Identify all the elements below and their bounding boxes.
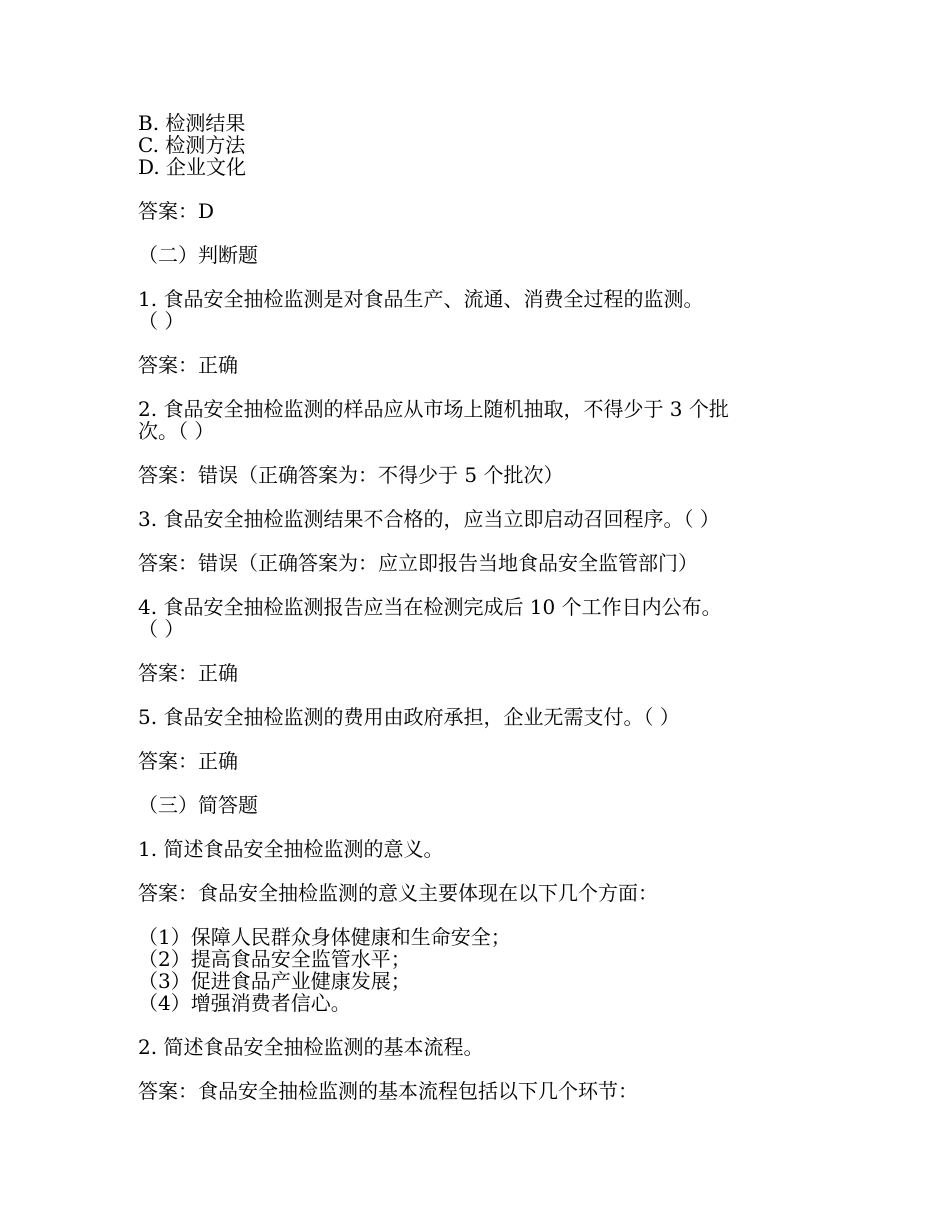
answer-mc: 答案：D <box>138 199 215 223</box>
section-judge-heading: （二）判断题 <box>138 243 258 267</box>
judge-answer-5: 答案：正确 <box>138 749 238 773</box>
judge-question-2-cont: 次。（ ） <box>138 419 215 443</box>
option-d: D. 企业文化 <box>138 155 247 179</box>
judge-question-4: 4. 食品安全抽检监测报告应当在检测完成后 10 个工作日内公布。 <box>138 595 722 619</box>
judge-question-3: 3. 食品安全抽检监测结果不合格的，应当立即启动召回程序。（ ） <box>138 507 720 531</box>
option-c: C. 检测方法 <box>138 133 246 157</box>
short-answer-1-point-2: （2）提高食品安全监管水平； <box>138 947 411 971</box>
short-answer-1-point-4: （4）增强消费者信心。 <box>138 991 351 1015</box>
judge-question-1: 1. 食品安全抽检监测是对食品生产、流通、消费全过程的监测。 <box>138 287 704 311</box>
judge-answer-2: 答案：错误（正确答案为：不得少于 5 个批次） <box>138 463 564 487</box>
short-answer-2: 答案：食品安全抽检监测的基本流程包括以下几个环节： <box>138 1079 638 1103</box>
judge-question-1-bracket: （ ） <box>138 309 185 333</box>
short-answer-1-point-1: （1）保障人民群众身体健康和生命安全； <box>138 925 511 949</box>
judge-answer-1: 答案：正确 <box>138 353 238 377</box>
short-question-2: 2. 简述食品安全抽检监测的基本流程。 <box>138 1035 484 1059</box>
short-answer-1-point-3: （3）促进食品产业健康发展； <box>138 969 411 993</box>
judge-answer-3: 答案：错误（正确答案为：应立即报告当地食品安全监管部门） <box>138 551 698 575</box>
short-answer-1: 答案：食品安全抽检监测的意义主要体现在以下几个方面： <box>138 881 658 905</box>
judge-question-4-bracket: （ ） <box>138 617 185 641</box>
section-short-heading: （三）简答题 <box>138 793 258 817</box>
option-b: B. 检测结果 <box>138 111 246 135</box>
judge-question-2: 2. 食品安全抽检监测的样品应从市场上随机抽取，不得少于 3 个批 <box>138 397 729 421</box>
judge-question-5: 5. 食品安全抽检监测的费用由政府承担，企业无需支付。（ ） <box>138 705 680 729</box>
judge-answer-4: 答案：正确 <box>138 661 238 685</box>
short-question-1: 1. 简述食品安全抽检监测的意义。 <box>138 837 444 861</box>
document-page <box>138 112 818 1102</box>
